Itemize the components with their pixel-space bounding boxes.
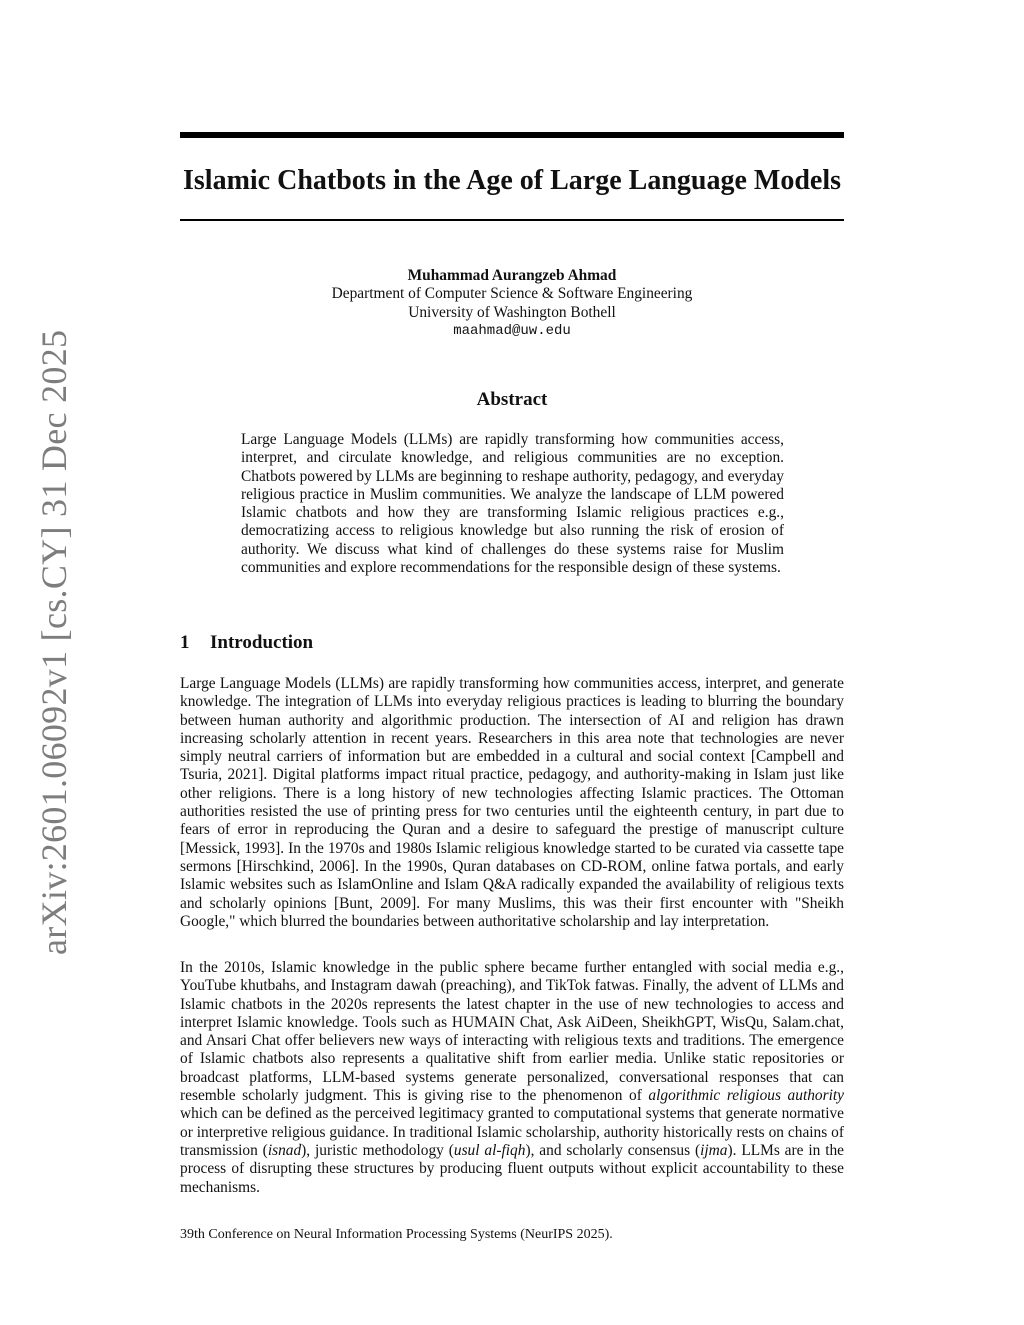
para2-text-3: ), juristic methodology (	[301, 1141, 454, 1159]
intro-paragraph-1: Large Language Models (LLMs) are rapidly transforming how communities access, interpret, and generate knowledge. The integration of LLMs into everyday religious practices is leading to blurring the boundary between human authority and algorithmic production. The intersection of AI and religion has drawn increasing scholarly attention in recent years. Researchers in this area note that technologies are never simply neutral carriers of information but are embedded in a cultural and social context [Campbell and Tsuria, 2021]. Digital platforms impact ritual practice, pedagogy, and authority-making in Islam just like other religions. There is a long history of new technologies affecting Islamic practices. The Ottoman authorities resisted the use of printing press for two centuries until the eighteenth century, in part due to fears of error in reproducing the Quran and a desire to safeguard the prestige of manuscript culture [Messick, 1993]. In the 1970s and 1980s Islamic religious knowledge started to be curated via cassette tape sermons [Hirschkind, 2006]. In the 1990s, Quran databases on CD-ROM, online fatwa portals, and early Islamic websites such as IslamOnline and Islam Q&A radically expanded the availability of religious texts and scholarly opinions [Bunt, 2009]. For many Muslims, this was their first encounter with "Sheikh Google," which blurred the boundaries between authoritative scholarship and lay interpretation.	[180, 675, 844, 930]
arxiv-identifier: arXiv:2601.06092v1 [cs.CY] 31 Dec 2025	[34, 329, 74, 955]
abstract-text: Large Language Models (LLMs) are rapidly transforming how communities access, interpret, and circulate knowledge, and religious communities are no exception. Chatbots powered by LLMs are beginning to reshape authority, pedagogy, and everyday religious practice in Muslim communities. We analyze the landscape of LLM powered Islamic chatbots and how they are transforming Islamic religious practices e.g., democratizing access to religious knowledge but also running the risk of erosion of authority. We discuss what kind of challenges do these systems raise for Muslim communities and explore recommendations for the responsible design of these systems.	[241, 431, 784, 577]
term-algorithmic-religious-authority: algorithmic religious authority	[648, 1087, 844, 1105]
author-institution: University of Washington Bothell	[408, 303, 616, 321]
paper-title: Islamic Chatbots in the Age of Large Language Models	[183, 165, 841, 196]
term-ijma: ijma	[700, 1141, 728, 1159]
intro-paragraph-2	[180, 959, 844, 1197]
para2-text-1: In the 2010s, Islamic knowledge in the public sphere became further entangled with social media e.g., YouTube khutbahs, and Instagram dawah (preaching), and TikTok fatwas. Finally, the advent of LLMs and Islamic chatbots in the 2020s represents the latest chapter in the use of new technologies to access and interpret Islamic knowledge. Tools such as HUMAIN Chat, Ask AiDeen, SheikhGPT, WisQu, Salam.chat, and Ansari Chat offer believers new ways of interacting with religious texts and traditions. The emergence of Islamic chatbots also represents a qualitative shift from earlier media. Unlike static repositories or broadcast platforms, LLM-based systems generate personalized, conversational responses that can resemble scholarly judgment. This is giving rise to the phenomenon of	[180, 959, 844, 1105]
author-department: Department of Computer Science & Software Engineering	[331, 285, 693, 303]
section-heading	[180, 631, 313, 655]
para2-text-5: ). LLMs are in the process of disrupting these structures by producing fluent outputs without explicit accountability to these mechanisms.	[180, 1141, 844, 1196]
term-usul-al-fiqh: usul al-fiqh	[453, 1141, 526, 1159]
conference-footnote: 39th Conference on Neural Information Processing Systems (NeurIPS 2025).	[180, 1227, 613, 1242]
para2-text-4: ), and scholarly consensus (	[525, 1141, 701, 1159]
section-title: Introduction	[210, 632, 314, 653]
title-top-rule	[180, 132, 844, 138]
author-email: maahmad@uw.edu	[453, 322, 571, 339]
author-block	[180, 267, 844, 340]
abstract-heading: Abstract	[476, 389, 548, 410]
term-isnad: isnad	[267, 1141, 302, 1159]
title-bottom-rule	[180, 219, 844, 221]
section-number: 1	[180, 632, 190, 653]
para2-text-2: which can be defined as the perceived legitimacy granted to computational systems that generate normative or interpretive religious guidance. In traditional Islamic scholarship, authority historically rests on chains of transmission (	[180, 1105, 844, 1159]
author-name: Muhammad Aurangzeb Ahmad	[407, 267, 617, 284]
